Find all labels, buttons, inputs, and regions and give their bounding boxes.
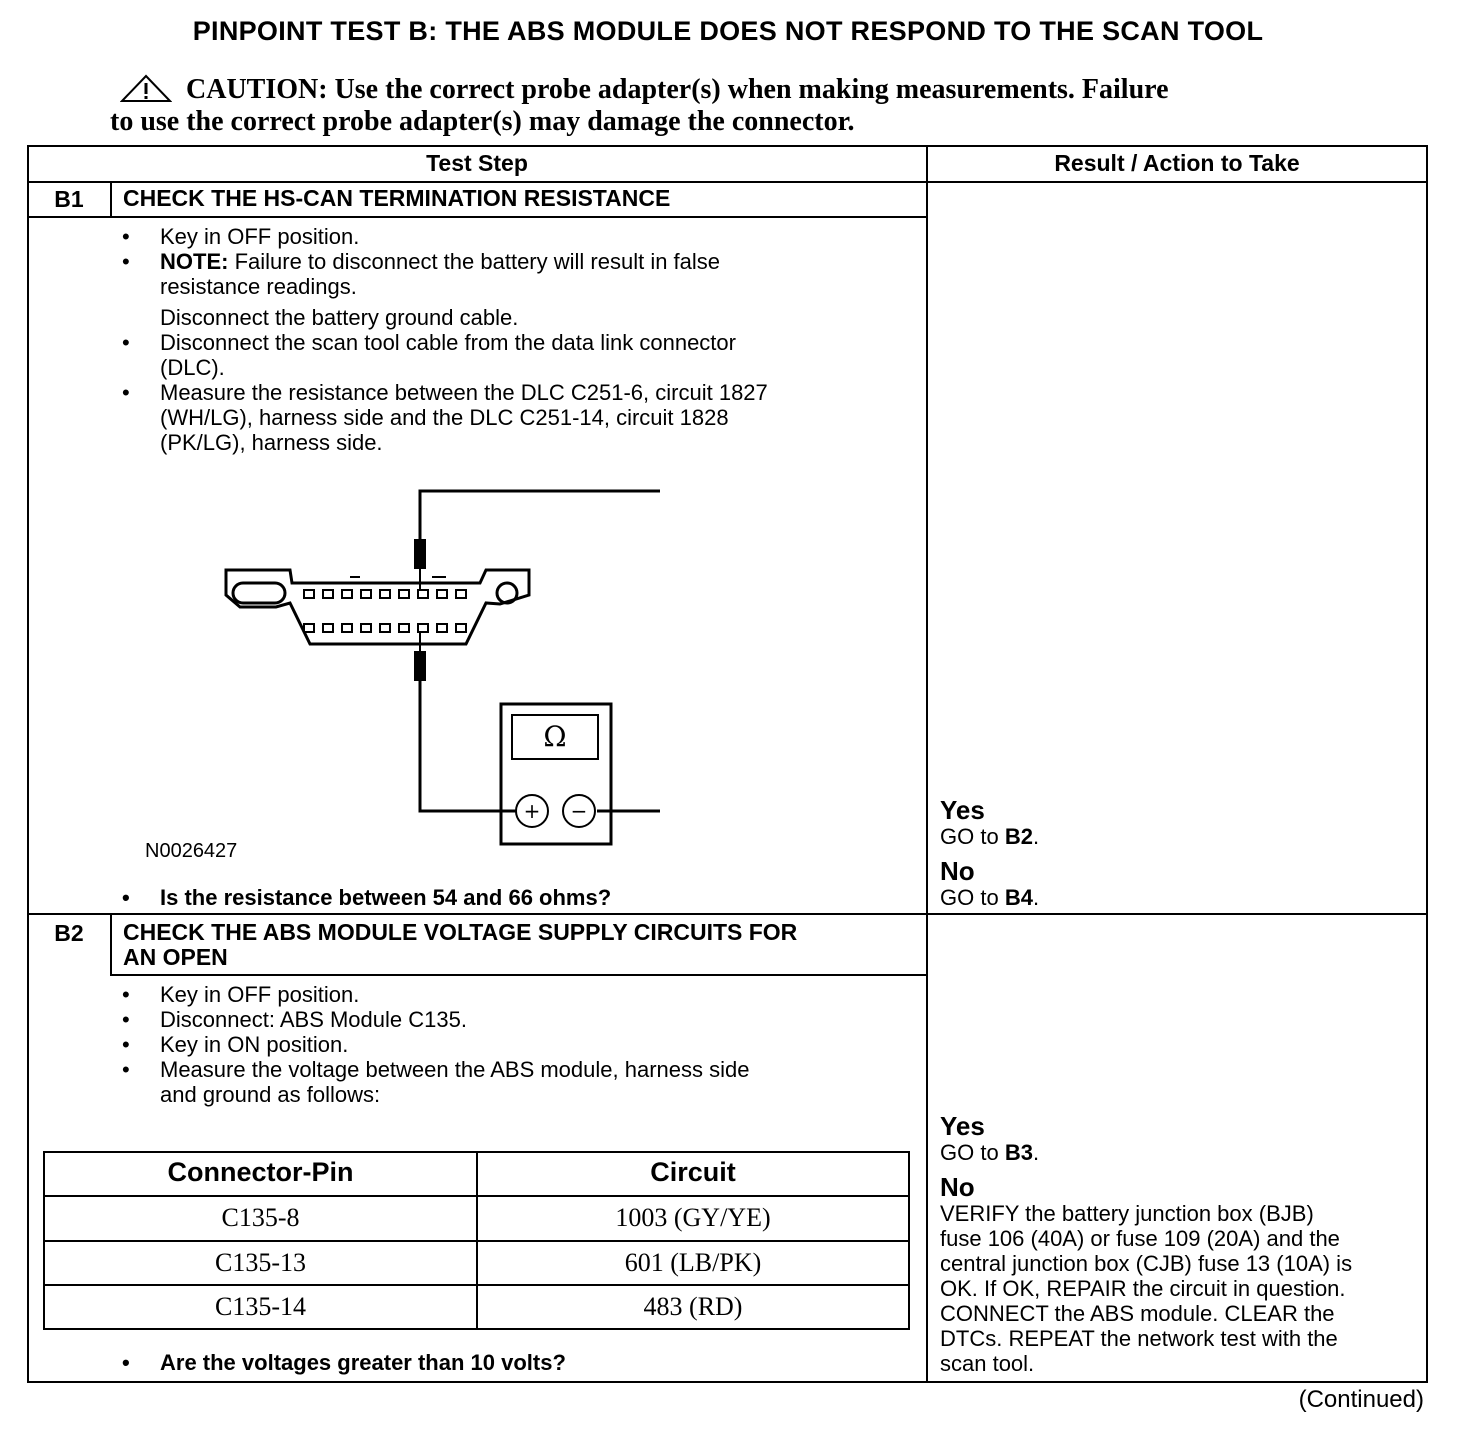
note-label: NOTE:: [160, 249, 229, 274]
header-test-step: Test Step: [426, 150, 528, 176]
link-b3[interactable]: B3: [1004, 1140, 1033, 1165]
b1-result: Yes GO to B2. No GO to B4.: [940, 796, 1420, 910]
link-b2[interactable]: B2: [1004, 824, 1033, 849]
step-title-b2: CHECK THE ABS MODULE VOLTAGE SUPPLY CIRCUITS FOR AN OPEN: [123, 919, 798, 970]
b1-instructions: [28, 224, 918, 455]
table-cell: C135-8: [221, 1203, 300, 1232]
column-divider: [926, 145, 928, 1383]
no-action-text: VERIFY the battery junction box (BJB) fuse 106 (40A) or fuse 109 (20A) and the central junction box (CJB) fuse 13 (10A) is OK. If OK, REPAIR the circuit in question. CONNECT the ABS module. CLEAR the DTCs. REPEAT the network test with the scan tool.: [940, 1201, 1353, 1376]
no-label: No: [940, 1172, 975, 1202]
b2-instructions: [28, 982, 918, 1107]
probe-bottom: [415, 632, 425, 680]
connector-pins: [304, 590, 466, 632]
list-item: • Key in OFF position.: [122, 224, 360, 249]
yes-label: Yes: [940, 795, 985, 825]
dlc-resistance-diagram: [200, 480, 660, 860]
connector-pin-table: [43, 1151, 910, 1330]
continued-label: (Continued): [1298, 1386, 1424, 1413]
yes-label: Yes: [940, 1111, 985, 1141]
list-item: • Key in OFF position.: [122, 982, 360, 1007]
list-item: • Measure the voltage between the ABS module, harness side and ground as follows:: [122, 1057, 750, 1107]
caution-notice: [110, 74, 1340, 138]
table-cell: 601 (LB/PK): [624, 1248, 762, 1277]
b1-b2-divider: [27, 913, 1428, 915]
step-id-b2: B2: [54, 920, 84, 946]
list-item: • NOTE: Failure to disconnect the battery will result in false resistance readings.: [122, 249, 721, 299]
minus-terminal-label: −: [570, 799, 588, 823]
table-cell: 1003 (GY/YE): [615, 1203, 771, 1232]
b2-result: Yes GO to B3. No VERIFY the battery junction box (BJB) fuse 106 (40A) or fuse 109 (20A) and the central junction box (CJB) fuse 13 (10A) is OK. If OK, REPAIR the circuit in question. CONNECT the ABS module. CLEAR the DTCs. REPEAT the network test with the scan tool.: [940, 1112, 1425, 1376]
warning-triangle-icon: [120, 74, 172, 104]
caution-label: CAUTION:: [186, 74, 328, 105]
table-header-circuit: Circuit: [650, 1157, 736, 1187]
ohm-symbol: Ω: [543, 720, 567, 753]
caution-text-line1: Use the correct probe adapter(s) when making measurements. Failure: [334, 74, 1169, 105]
plus-terminal-label: +: [523, 799, 541, 823]
page-title: PINPOINT TEST B: THE ABS MODULE DOES NOT RESPOND TO THE SCAN TOOL: [192, 16, 1264, 46]
list-item: • Measure the resistance between the DLC C251-6, circuit 1827 (WH/LG), harness side and the DLC C251-14, circuit 1828 (PK/LG), harness side.: [122, 380, 768, 455]
b2-id-divider: [110, 914, 112, 976]
list-item: • Disconnect: ABS Module C135.: [122, 1007, 467, 1032]
header-divider: [27, 181, 1428, 183]
caution-text-line2: to use the correct probe adapter(s) may damage the connector.: [110, 106, 855, 137]
link-b4[interactable]: B4: [1004, 885, 1033, 910]
probe-wire-top: [420, 491, 660, 811]
b2-title-divider: [110, 974, 927, 976]
table-cell: 483 (RD): [643, 1292, 743, 1321]
figure-id-label: N0026427: [145, 840, 238, 862]
b1-title-divider: [27, 216, 927, 218]
table-cell: C135-13: [215, 1248, 306, 1277]
b1-question: • Is the resistance between 54 and 66 ohms?: [122, 885, 612, 910]
step-title-b1: CHECK THE HS-CAN TERMINATION RESISTANCE: [123, 185, 671, 211]
table-cell: C135-14: [215, 1292, 306, 1321]
list-item-continuation: Disconnect the battery ground cable.: [160, 305, 519, 330]
dlc-connector: [226, 570, 529, 644]
list-item: • Disconnect the scan tool cable from the data link connector (DLC).: [122, 330, 736, 380]
b1-id-divider: [110, 181, 112, 217]
b2-question: • Are the voltages greater than 10 volts?: [122, 1350, 566, 1375]
list-item: • Key in ON position.: [122, 1032, 349, 1057]
table-header-connector-pin: Connector-Pin: [167, 1157, 354, 1187]
step-id-b1: B1: [54, 186, 84, 212]
no-label: No: [940, 856, 975, 886]
header-result: Result / Action to Take: [1054, 150, 1300, 176]
